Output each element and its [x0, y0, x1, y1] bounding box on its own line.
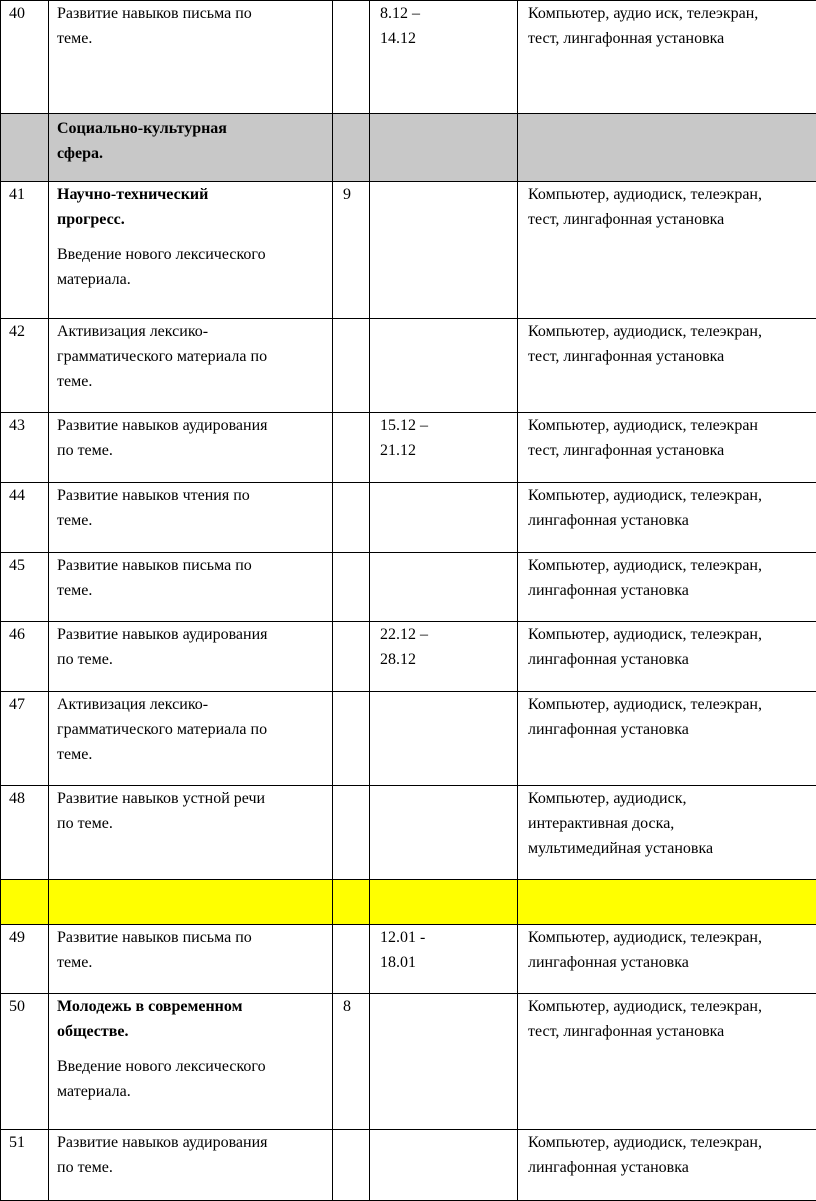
- lesson-equipment: Компьютер, аудиодиск, телеэкран, лингафонная установка: [518, 483, 816, 553]
- lesson-dates: [370, 553, 518, 622]
- lesson-equipment: Компьютер, аудиодиск, телеэкран тест, лингафонная установка: [518, 413, 816, 483]
- lesson-hours: 8: [333, 994, 370, 1130]
- lesson-topic: Развитие навыков чтения по теме.: [49, 483, 333, 553]
- table-row: [1, 319, 816, 413]
- lesson-equipment: Компьютер, аудиодиск, телеэкран, тест, лингафонная установка: [518, 319, 816, 413]
- table-row: [1, 786, 816, 880]
- lesson-number: 42: [1, 319, 49, 413]
- lesson-topic: Активизация лексико- грамматического материала по теме.: [49, 319, 333, 413]
- lesson-hours: [333, 483, 370, 553]
- table-row: [1, 1130, 816, 1201]
- table-row: [1, 622, 816, 692]
- table-row: [1, 483, 816, 553]
- highlighted-row: [1, 880, 816, 925]
- table-row: [1, 925, 816, 994]
- lesson-number: 45: [1, 553, 49, 622]
- lesson-number: 51: [1, 1130, 49, 1201]
- lesson-hours: [333, 692, 370, 786]
- lesson-number: 46: [1, 622, 49, 692]
- lesson-equipment: Компьютер, аудиодиск, телеэкран, лингафонная установка: [518, 553, 816, 622]
- lesson-dates: [370, 1130, 518, 1201]
- lesson-dates: 12.01 - 18.01: [370, 925, 518, 994]
- lesson-hours: [333, 413, 370, 483]
- lesson-dates: 15.12 – 21.12: [370, 413, 518, 483]
- lesson-topic: Развитие навыков аудирования по теме.: [49, 1130, 333, 1201]
- lesson-equipment: Компьютер, аудиодиск, телеэкран, лингафонная установка: [518, 622, 816, 692]
- lesson-number: 41: [1, 182, 49, 319]
- lesson-dates: [370, 319, 518, 413]
- table-row: [1, 994, 816, 1130]
- lesson-number: 43: [1, 413, 49, 483]
- table-row: [1, 553, 816, 622]
- section-header-row: [1, 114, 816, 182]
- lesson-dates: [370, 692, 518, 786]
- lesson-topic: Развитие навыков аудирования по теме.: [49, 413, 333, 483]
- section-title: Социально-культурная сфера.: [49, 114, 333, 182]
- lesson-equipment: Компьютер, аудиодиск, телеэкран, тест, лингафонная установка: [518, 182, 816, 319]
- lesson-hours: 9: [333, 182, 370, 319]
- lesson-equipment: Компьютер, аудиодиск, телеэкран, лингафонная установка: [518, 692, 816, 786]
- lesson-number: 50: [1, 994, 49, 1130]
- lesson-topic: Развитие навыков устной речи по теме.: [49, 786, 333, 880]
- lesson-dates: 8.12 – 14.12: [370, 1, 518, 114]
- lesson-topic: Развитие навыков письма по теме.: [49, 925, 333, 994]
- table-row: [1, 413, 816, 483]
- lesson-topic: Развитие навыков аудирования по теме.: [49, 622, 333, 692]
- lesson-number: 40: [1, 1, 49, 114]
- lesson-hours: [333, 1130, 370, 1201]
- lesson-topic: Развитие навыков письма по теме.: [49, 1, 333, 114]
- lesson-number: 48: [1, 786, 49, 880]
- table-row: [1, 1, 816, 114]
- lesson-hours: [333, 786, 370, 880]
- lesson-equipment: Компьютер, аудиодиск, телеэкран, лингафонная установка: [518, 1130, 816, 1201]
- table-row: [1, 182, 816, 319]
- lesson-number: 49: [1, 925, 49, 994]
- lesson-equipment: Компьютер, аудиодиск, интерактивная доска, мультимедийная установка: [518, 786, 816, 880]
- lesson-dates: [370, 994, 518, 1130]
- lesson-topic: Молодежь в современном обществе. Введение нового лексического материала.: [49, 994, 333, 1130]
- lesson-number: 47: [1, 692, 49, 786]
- lesson-equipment: Компьютер, аудио иск, телеэкран, тест, лингафонная установка: [518, 1, 816, 114]
- lesson-number: 44: [1, 483, 49, 553]
- lesson-topic: Развитие навыков письма по теме.: [49, 553, 333, 622]
- lesson-topic: Активизация лексико- грамматического материала по теме.: [49, 692, 333, 786]
- lesson-equipment: Компьютер, аудиодиск, телеэкран, тест, лингафонная установка: [518, 994, 816, 1130]
- lesson-topic: Научно-технический прогресс. Введение нового лексического материала.: [49, 182, 333, 319]
- lesson-hours: [333, 1, 370, 114]
- lesson-hours: [333, 319, 370, 413]
- lesson-equipment: Компьютер, аудиодиск, телеэкран, лингафонная установка: [518, 925, 816, 994]
- lesson-dates: [370, 182, 518, 319]
- lesson-hours: [333, 553, 370, 622]
- lesson-dates: [370, 483, 518, 553]
- lesson-hours: [333, 622, 370, 692]
- lesson-dates: [370, 786, 518, 880]
- table-row: [1, 692, 816, 786]
- lesson-dates: 22.12 – 28.12: [370, 622, 518, 692]
- lesson-hours: [333, 925, 370, 994]
